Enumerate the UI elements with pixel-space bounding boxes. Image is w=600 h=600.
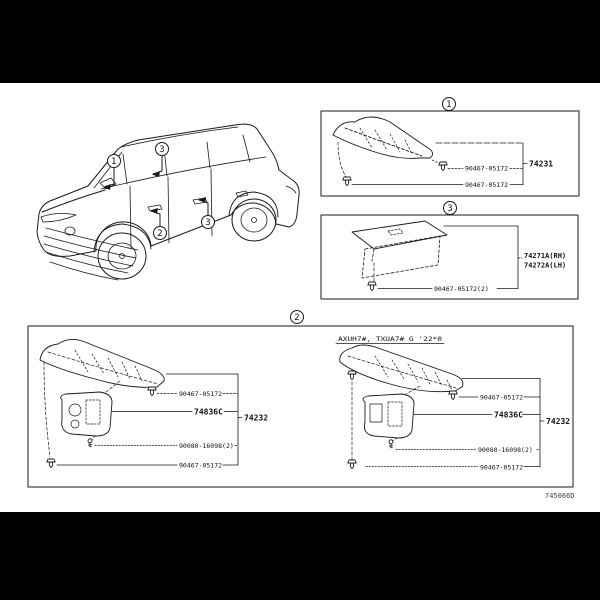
callout-1-number: 1 <box>111 157 117 167</box>
box2-left-part-number-label: 74232 <box>244 413 269 423</box>
diagram-code: 745066D <box>545 492 575 500</box>
hood-crease <box>42 190 105 212</box>
headlamp <box>41 213 76 222</box>
roof-rail-line <box>121 127 238 147</box>
box3-fastener-label: 90467-05172(2) <box>434 285 489 293</box>
box2-left-fastener-lower-label: 90467-05172 <box>179 461 223 470</box>
callout-3b-number: 3 <box>205 218 211 228</box>
box1-frame <box>321 111 579 196</box>
tail-lamp <box>286 186 296 193</box>
box1-fastener-upper-label: 90467-05172 <box>465 164 509 173</box>
box3-part-lh-label: 74272A(LH) <box>524 261 567 270</box>
arrowhead <box>103 184 111 190</box>
callout-2-front-door <box>150 208 167 240</box>
box-door-garnish <box>28 311 573 488</box>
box2-left-fastener-upper-label: 90467-05172 <box>179 390 223 398</box>
box-roof-rear-garnish <box>321 202 578 300</box>
letterbox-top <box>0 0 600 83</box>
letterbox-bottom <box>0 512 600 600</box>
box2-right-bracket-part-label: 74836C <box>494 410 523 420</box>
box1-part-number-label: 74231 <box>529 159 554 169</box>
arrowhead <box>150 208 158 214</box>
box1-callout-number: 1 <box>446 100 452 110</box>
box2-right-part-number-label: 74232 <box>546 417 571 426</box>
callout-3-roof-front <box>152 143 169 178</box>
box3-part-rh-label: 74271A(RH) <box>524 252 567 260</box>
box2-right-fastener-upper-label: 90467-05172 <box>480 393 524 402</box>
callout-2-number: 2 <box>157 229 163 239</box>
box2-right-screw-label: 90080-16098(2) <box>478 446 533 454</box>
brand-emblem <box>65 227 75 235</box>
box3-callout-number: 3 <box>447 204 453 214</box>
box-roof-front-garnish <box>321 98 579 197</box>
box2-left-bracket-part-label: 74836C <box>194 407 223 417</box>
vehicle-callouts <box>103 143 215 240</box>
door-handles <box>148 191 248 211</box>
arrowhead <box>198 197 206 203</box>
box2-callout-number: 2 <box>294 313 300 323</box>
box2-left-screw-label: 90080-16098(2) <box>179 442 234 450</box>
arrowhead <box>152 171 160 177</box>
box2-right-fastener-lower-label: 90467-05172 <box>480 463 524 472</box>
callout-3-number: 3 <box>159 145 165 155</box>
box1-fastener-lower-label: 90467-05172 <box>465 181 509 189</box>
rear-wheel <box>232 199 276 241</box>
box2-right-condition-label: AXUH7#, TXUA7# G '22*0 <box>338 335 443 343</box>
